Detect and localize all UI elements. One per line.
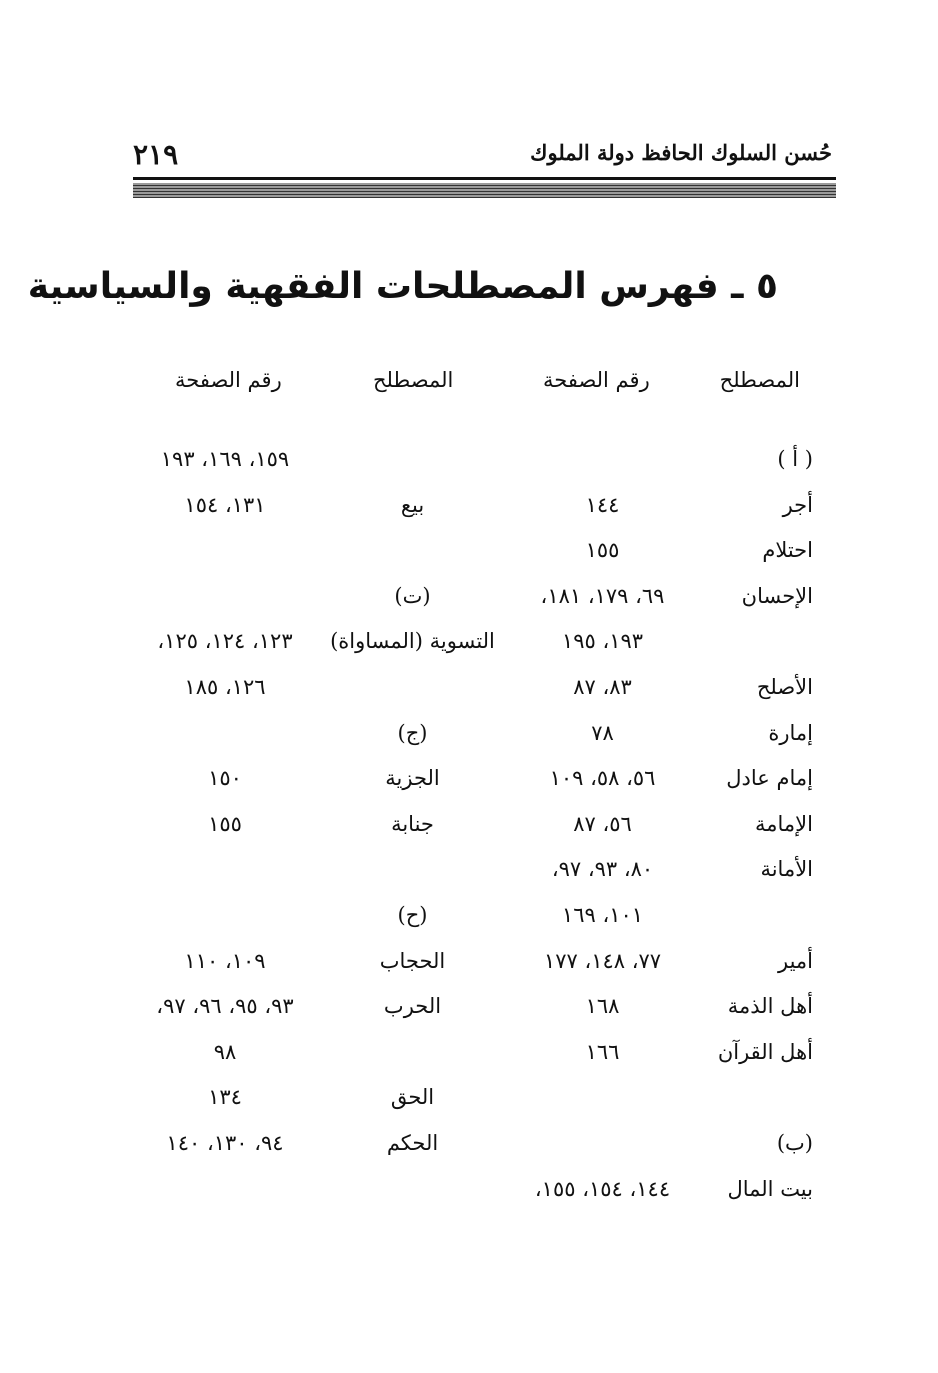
index-cell-page-right: ٧٧، ١٤٨، ١٧٧	[543, 949, 662, 973]
index-cell-page-left: ١٠٩، ١١٠	[184, 949, 266, 973]
index-cell-page-right: ٥٦، ٨٧	[573, 812, 632, 836]
index-cell-page-right: ١٥٥	[585, 538, 620, 562]
index-cell-term-left: التسوية (المساواة)	[330, 629, 495, 653]
index-cell-term-right: أمير	[777, 949, 813, 973]
index-cell-term-right: ( أ )	[777, 447, 813, 471]
index-cell-term-left: الجزية	[385, 766, 440, 790]
index-cell-page-left: ٩٨	[213, 1040, 237, 1064]
column-header-page-right: رقم الصفحة	[543, 368, 650, 392]
index-cell-page-left: ١٥٩، ١٦٩، ١٩٣	[160, 447, 290, 471]
index-cell-page-left: ١٥٥	[208, 812, 242, 836]
index-cell-term-right: أهل الذمة	[727, 994, 813, 1018]
index-cell-term-left: (ت)	[394, 584, 431, 608]
index-cell-page-left: ٩٤، ١٣٠، ١٤٠	[166, 1131, 284, 1155]
index-cell-term-left: (ح)	[397, 903, 428, 927]
index-cell-page-right: ١٤٤، ١٥٤، ١٥٥،	[534, 1177, 671, 1201]
index-cell-page-right: ١٠١، ١٦٩	[561, 903, 644, 927]
index-cell-page-right: ٥٦، ٥٨، ١٠٩	[549, 766, 656, 790]
index-cell-term-left: بيع	[400, 493, 425, 517]
index-cell-term-right: احتلام	[762, 538, 813, 562]
index-cell-term-left: الحق	[390, 1085, 435, 1109]
index-cell-term-right: (ب)	[776, 1131, 813, 1155]
column-header-term-left: المصطلح	[373, 368, 454, 392]
index-cell-page-right: ٨٣، ٨٧	[573, 675, 632, 699]
index-cell-page-left: ١٣١، ١٥٤	[184, 493, 266, 517]
index-cell-term-right: أهل القرآن	[717, 1040, 813, 1064]
index-cell-term-left: جنابة	[391, 812, 434, 836]
index-cell-term-right: الإحسان	[741, 584, 813, 608]
column-header-page-left: رقم الصفحة	[175, 368, 282, 392]
index-cell-page-right: ١٤٤	[585, 493, 620, 517]
index-cell-page-left: ٩٣، ٩٥، ٩٦، ٩٧،	[156, 994, 294, 1018]
index-cell-page-right: ١٦٨	[585, 994, 620, 1018]
index-cell-page-right: ٦٩، ١٧٩، ١٨١،	[540, 584, 665, 608]
header-rule-thin	[133, 177, 836, 180]
index-cell-term-right: الأصلح	[756, 675, 813, 699]
index-cell-term-left: الحجاب	[379, 949, 446, 973]
index-cell-page-left: ١٢٦، ١٨٥	[184, 675, 266, 699]
index-cell-term-right: إمارة	[768, 721, 813, 745]
index-cell-term-right: أجر	[782, 493, 813, 517]
index-cell-term-left: (ج)	[397, 721, 428, 745]
page-number: ٢١٩	[133, 138, 179, 171]
index-cell-term-left: الحرب	[383, 994, 442, 1018]
column-header-term-right: المصطلح	[719, 368, 800, 392]
index-cell-page-right: ١٩٣، ١٩٥	[561, 629, 644, 653]
index-cell-page-left: ١٢٣، ١٢٤، ١٢٥،	[157, 629, 293, 653]
running-header-title: حُسن السلوك الحافظ دولة الملوك	[530, 140, 832, 165]
index-cell-term-right: بيت المال	[727, 1177, 813, 1201]
index-cell-term-right: الأمانة	[760, 857, 813, 881]
index-cell-term-right: إمام عادل	[726, 766, 813, 790]
index-cell-term-left: الحكم	[386, 1131, 439, 1155]
index-cell-page-right: ٧٨	[591, 721, 614, 745]
index-cell-term-right: الإمامة	[755, 812, 813, 836]
section-heading: ٥ ـ فهرس المصطلحات الفقهية والسياسية	[27, 266, 778, 307]
header-rule-thick	[133, 183, 836, 198]
index-cell-page-left: ١٥٠	[208, 766, 242, 790]
index-cell-page-right: ١٦٦	[585, 1040, 620, 1064]
index-cell-page-left: ١٣٤	[208, 1085, 242, 1109]
index-cell-page-right: ٨٠، ٩٣، ٩٧،	[551, 857, 654, 881]
